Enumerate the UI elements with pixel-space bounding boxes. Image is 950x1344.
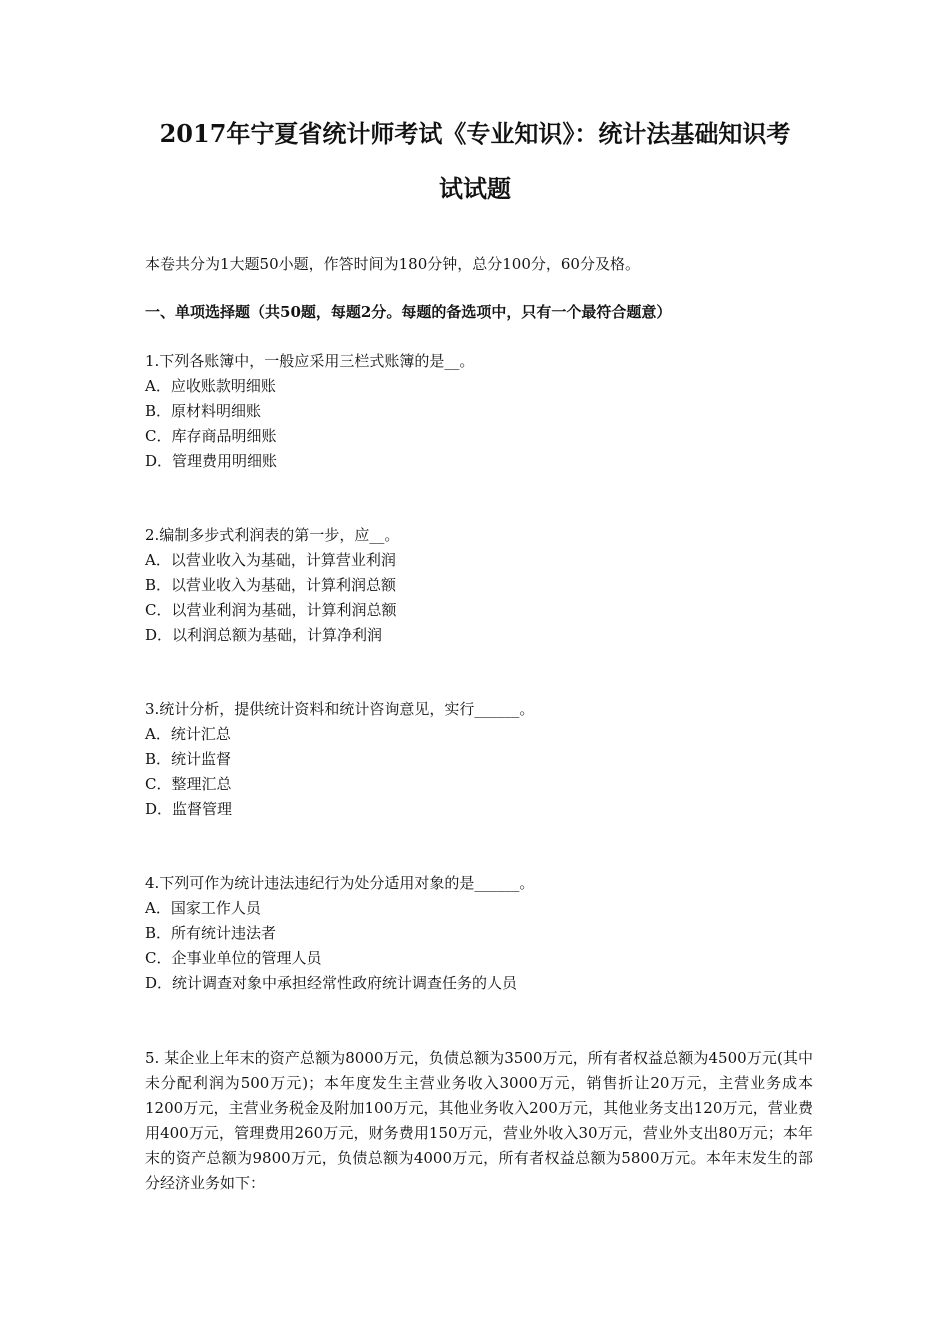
document-title-line-1: 2017年宁夏省统计师考试《专业知识》：统计法基础知识考 [159, 119, 791, 148]
question-2-option-b: B．以营业收入为基础，计算利润总额 [145, 576, 397, 594]
question-1-option-b: B．原材料明细账 [145, 402, 262, 420]
document-title-line-2: 试试题 [439, 174, 511, 203]
exam-intro: 本卷共分为1大题50小题，作答时间为180分钟，总分100分，60分及格。 [145, 255, 640, 273]
question-3-option-b: B．统计监督 [145, 750, 232, 768]
question-4-option-d: D．统计调查对象中承担经常性政府统计调查任务的人员 [145, 974, 518, 992]
question-3-option-d: D．监督管理 [145, 800, 233, 818]
question-3-option-c: C．整理汇总 [145, 775, 232, 793]
question-2-option-d: D．以利润总额为基础，计算净利润 [145, 626, 383, 644]
question-4-stem: 4.下列可作为统计违法违纪行为处分适用对象的是______。 [145, 874, 535, 892]
question-1-option-c: C．库存商品明细账 [145, 427, 277, 445]
question-1-stem: 1.下列各账簿中，一般应采用三栏式账簿的是__。 [145, 352, 475, 370]
question-4-option-b: B．所有统计违法者 [145, 924, 277, 942]
question-2-option-a: A．以营业收入为基础，计算营业利润 [145, 551, 396, 569]
question-3-option-a: A．统计汇总 [145, 725, 231, 743]
question-1-option-a: A．应收账款明细账 [145, 377, 276, 395]
question-2-stem: 2.编制多步式利润表的第一步，应__。 [145, 526, 400, 544]
question-4-option-a: A．国家工作人员 [145, 899, 261, 917]
question-2-option-c: C．以营业利润为基础，计算利润总额 [145, 601, 397, 619]
question-1-option-d: D．管理费用明细账 [145, 452, 278, 470]
question-5-paragraph: 5. 某企业上年末的资产总额为8000万元，负债总额为3500万元，所有者权益总额为4500万元(其中未分配利润为500万元)；本年度发生主营业务收入3000万元，销售折让20万元，主营业务成本1200万元，主营业务税金及附加100万元，其他业务收入200万元，其他业务支出120万元，营业费用400万元，管理费用260万元，财务费用150万元，营业外收入30万元，营业外支出80万元；本年末的资产总额为9800万元，负债总额为4000万元，所有者权益总额为5800万元。本年末发生的部分经济业务如下： [145, 1049, 813, 1192]
question-3-stem: 3.统计分析，提供统计资料和统计咨询意见，实行______。 [145, 700, 535, 718]
question-4-option-c: C．企事业单位的管理人员 [145, 949, 322, 967]
section-heading: 一、单项选择题（共50题，每题2分。每题的备选项中，只有一个最符合题意） [145, 303, 672, 321]
